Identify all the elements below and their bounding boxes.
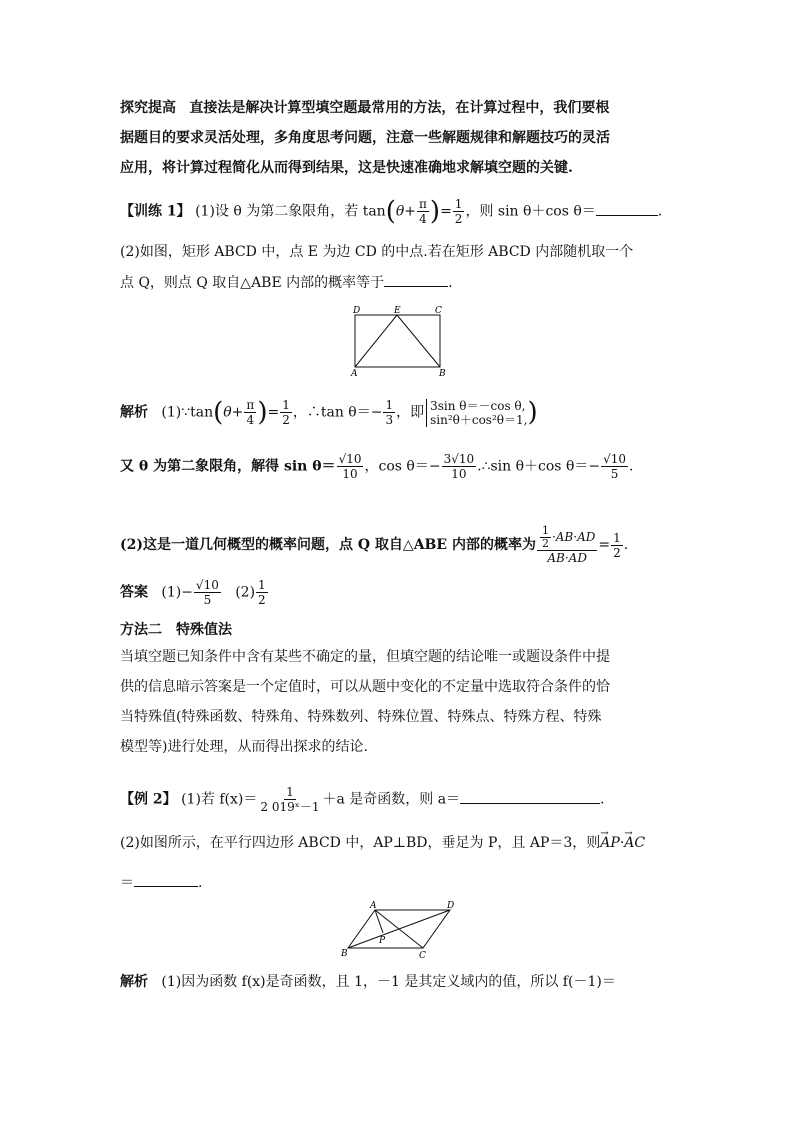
ex2-part1: 【例 2】 (1)若 f(x)＝ $\frac{1}{\text{2 019ˣ－1}}$ ＋a 是奇函数，则 a＝ .: [120, 785, 605, 814]
intro-text-line3: 应用，将计算过程简化从而得到结果，这是快速准确地求解填空题的关键.: [120, 160, 573, 176]
sol1-part-c: (2)这是一道几何概型的概率问题，点 Q 取自△ABE 内部的概率为 $\frac{1}{2}$ ·AB·AD AB·AD = $\frac{1}{2}$ .: [120, 524, 629, 565]
train1-part2-line2: 点 Q，则点 Q 取自△ABE 内部的概率等于 .: [120, 272, 680, 293]
sol1-third-fraction: $\frac{1}{3}$: [385, 398, 394, 427]
label-e: E: [394, 306, 401, 316]
line-be: [397, 315, 440, 367]
ex2-tag: 【例 2】: [120, 791, 177, 808]
label-a: A: [351, 369, 358, 377]
method2-line1: 当填空题已知条件中含有某些不确定的量，但填空题的结论唯一或题设条件中提: [120, 649, 610, 665]
answer1-fraction1: $\frac{√10}{5}$: [195, 578, 219, 607]
method2-line3: 当特殊值(特殊函数、特殊角、特殊数列、特殊位置、特殊点、特殊方程、特殊: [120, 709, 602, 725]
intro-label: 探究提高: [120, 100, 176, 116]
label-d2: D: [447, 901, 455, 911]
sol1-half-fraction: $\frac{1}{2}$: [282, 398, 290, 427]
ex2-fraction: $\frac{1}{\text{2 019ˣ－1}}$: [260, 785, 320, 814]
sol1-sum: .∴sin θ＋cos θ＝−: [477, 458, 601, 475]
train1-eq: =: [440, 203, 452, 220]
label-a2: A: [370, 901, 377, 911]
train1-part1: 【训练 1】 (1)设 θ 为第二象限角，若 tan(θ+ $\frac{\pi}{4}$ )= $\frac{1}{2}$ ，则 sin θ＋cos θ＝ .: [120, 196, 663, 227]
train1-p2-line2: 点 Q，则点 Q 取自△ABE 内部的概率等于: [120, 275, 385, 291]
method2-title: 方法二 特殊值法: [120, 622, 232, 638]
label-c: C: [435, 306, 442, 316]
method2-line2: 供的信息暗示答案是一个定值时，可以从题中变化的不定量中选取符合条件的恰: [120, 679, 610, 695]
sol1-sum-fraction: $\frac{√10}{5}$: [603, 452, 627, 481]
ex2-part2-line1: [120, 833, 680, 853]
method2-line4: 模型等)进行处理，从而得出探求的结论.: [120, 739, 368, 755]
sol1-sin-fraction: $\frac{√10}{10}$: [338, 452, 362, 481]
sol1-b-start: 又 θ 为第二象限角，解得 sin θ＝: [120, 458, 336, 475]
vector-ac: → AC: [624, 833, 645, 853]
sol1-c-start: (2)这是一道几何概型的概率问题，点 Q 取自△ABE 内部的概率为: [120, 537, 536, 553]
ex2-p2-line2: ＝: [120, 875, 134, 891]
sol1-eq: =: [267, 404, 280, 421]
sol1-label: 解析: [120, 404, 148, 421]
sol2-label: 解析: [120, 974, 148, 990]
intro-paragraph-line1: [120, 98, 680, 118]
ex2-part2-line2: ＝ .: [120, 872, 680, 893]
sol1-part-b: 又 θ 为第二象限角，解得 sin θ＝ $\frac{√10}{10}$ ，cos θ＝− $\frac{3√10}{10}$ .∴sin θ＋cos θ＝− $\frac{√10}{5}$ .: [120, 452, 634, 481]
sol1-ji: ，即: [396, 404, 425, 421]
rectangle-abcd: [355, 315, 440, 367]
answer1-part1: (1)−: [161, 584, 193, 601]
sol1-c-eq: =: [598, 537, 611, 553]
sol1-part-a: 解析 (1)∵tan(θ+ $\frac{\pi}{4}$ )= $\frac{1}{2}$ ，∴tan θ＝− $\frac{1}{3}$ ，即 3sin θ＝－cos θ, sin²θ＋cos²θ＝1, ): [120, 397, 538, 428]
sol2-text: (1)因为函数 f(x)是奇函数，且 1，－1 是其定义域内的值，所以 f(－1)＝: [161, 974, 616, 990]
rectangle-figure: [345, 303, 455, 377]
sol1-a-start: (1)∵tan: [161, 404, 214, 421]
parallelogram-figure: [335, 898, 465, 960]
ex2-p1-start: (1)若 f(x)＝: [181, 791, 258, 808]
sol1-c-result: $\frac{1}{2}$: [613, 530, 621, 560]
train1-tag: 【训练 1】: [120, 203, 191, 220]
sol1-cos-fraction: $\frac{3√10}{10}$: [443, 452, 475, 481]
label-d: D: [353, 306, 361, 316]
train1-theta: θ+: [395, 203, 417, 220]
sol1-prob-fraction: $\frac{1}{2}$ ·AB·AD AB·AD: [537, 525, 597, 565]
label-p: P: [379, 936, 386, 946]
intro-text-line1: 直接法是解决计算型填空题最常用的方法，在计算过程中，我们要根: [189, 100, 610, 116]
intro-text-line2: 据题目的要求灵活处理，多角度思考问题，注意一些解题规律和解题技巧的灵活: [120, 130, 610, 146]
answer1-fraction2: $\frac{1}{2}$: [258, 578, 266, 607]
train1-p2-blank: [384, 272, 448, 287]
train1-p1-text: (1)设 θ 为第二象限角，若 tan: [195, 203, 386, 220]
ex2-p1-end: ＋a 是奇函数，则 a＝: [322, 791, 461, 808]
label-b: B: [439, 369, 446, 377]
ex2-p2-line1: (2)如图所示，在平行四边形 ABCD 中，AP⊥BD，垂足为 P，且 AP＝3，则: [120, 835, 601, 851]
train1-p2-line1: (2)如图，矩形 ABCD 中，点 E 为边 CD 的中点.若在矩形 ABCD 内部随机取一个: [120, 244, 634, 260]
sol1-equation-system: 3sin θ＝－cos θ, sin²θ＋cos²θ＝1,: [426, 399, 527, 427]
ex2-dot: ·: [619, 835, 625, 851]
sol1-cos: ，cos θ＝−: [364, 458, 441, 475]
label-b2: B: [341, 949, 348, 959]
sol1-pi-fraction: $\frac{\pi}{4}$: [246, 398, 255, 427]
answer1-part2: (2): [235, 584, 256, 601]
answer1-label: 答案: [120, 584, 148, 601]
ex2-p1-blank: [460, 789, 600, 804]
label-c2: C: [419, 951, 426, 960]
answer1: [120, 578, 680, 607]
vector-ap: → AP: [600, 833, 620, 853]
sol1-theta: θ+: [223, 404, 244, 421]
train1-p1-then: ，则 sin θ＋cos θ＝: [465, 203, 596, 220]
train1-half-fraction: $\frac{1}{2}$: [454, 197, 463, 226]
train1-answer-blank: [596, 201, 658, 216]
train1-pi-fraction: $\frac{\pi}{4}$: [419, 197, 427, 226]
line-ae: [355, 315, 397, 367]
sol2: [120, 972, 680, 992]
sol1-tan-value: ，∴tan θ＝−: [292, 404, 383, 421]
ex2-p2-blank: [134, 872, 198, 887]
